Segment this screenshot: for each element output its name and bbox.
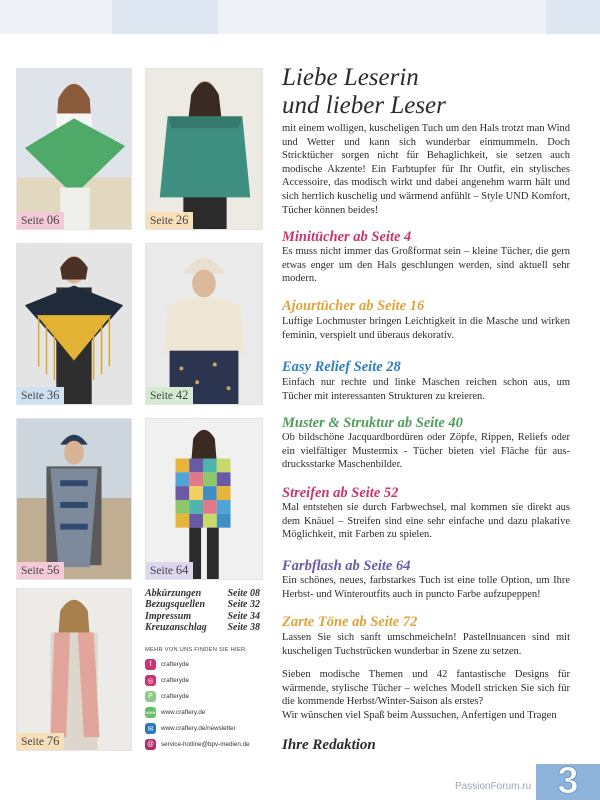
social-item-pinterest[interactable] xyxy=(145,691,275,702)
index-row[interactable] xyxy=(145,588,260,599)
page-tag xyxy=(17,733,64,750)
email-icon: @ xyxy=(146,741,155,748)
social-text: crafteryde xyxy=(161,661,189,668)
page-tag xyxy=(17,212,64,229)
page-tag-label: Seite xyxy=(21,390,44,402)
model-illustration xyxy=(17,419,131,579)
page-number: 3 xyxy=(557,760,579,802)
intro-text: mit einem wolligen, kuscheligen Tuch um den Hals trotzt man Wind und Wetter und kann sich wunderbar einmummeln. Doch Stricktücher sorgen nicht für Behaglichkeit, sie setzen auch modische Akzente! Ein Farbtupfer für Ihr Outfit, ein stylisches Accessoire, das modisch wirkt und dabei angenehm warm hält und sich herrlich kuschelig und wärmend anfühlt – Style UND Komfort, Tücher können beides! xyxy=(282,123,570,216)
page-tag xyxy=(146,212,193,229)
section-heading: Ajourtücher ab Seite 16 xyxy=(282,298,425,314)
page-tag-label: Seite xyxy=(150,565,173,577)
page-tag-label: Seite xyxy=(21,565,44,577)
page-tag-number: 26 xyxy=(175,213,189,227)
instagram-icon: ◎ xyxy=(145,675,156,686)
photo-seite-36 xyxy=(16,243,132,405)
index-name: Impressum xyxy=(145,610,192,622)
photo-seite-06 xyxy=(16,68,132,230)
photo-seite-56 xyxy=(16,418,132,580)
index-list xyxy=(145,588,260,634)
model-illustration xyxy=(146,69,262,229)
index-row[interactable] xyxy=(145,599,260,610)
social-item-facebook[interactable] xyxy=(145,659,275,670)
photo-seite-26 xyxy=(145,68,263,230)
page-tag-number: 56 xyxy=(46,563,60,577)
section-text: Ein schönes, neues, farbstarkes Tuch ist eine tolle Option, um Ihre Herbst- und Winteroutfits auch in puncto Farbe aufzupeppen! xyxy=(282,575,570,600)
page-tag-number: 36 xyxy=(46,388,60,402)
page-tag xyxy=(17,387,64,404)
top-band-tab xyxy=(112,0,218,34)
photo-seite-76 xyxy=(16,588,132,751)
photo-seite-64 xyxy=(145,418,263,580)
page-tag-number: 42 xyxy=(175,388,189,402)
facebook-icon: f xyxy=(145,659,156,670)
section-heading: Minitücher ab Seite 4 xyxy=(282,229,412,245)
watermark: PassionForum.ru xyxy=(455,781,532,792)
model-illustration xyxy=(17,589,131,750)
page-tag-number: 64 xyxy=(175,563,189,577)
index-row[interactable] xyxy=(145,622,260,633)
section-text: Lassen Sie sich sanft umschmeicheln! Pastellnuancen sind mit kuscheligen Tuchstrücken wunderbar in Szene zu setzen. xyxy=(282,632,570,657)
social-item-email[interactable] xyxy=(145,739,275,750)
section-text: Es muss nicht immer das Großformat sein – kleine Tücher, die gern etwas enger um den Hals geschlungen werden, sind aktuell sehr modern. xyxy=(282,246,570,285)
section-text: Ob bildschöne Jacquardbordüren oder Zöpfe, Rippen, Reliefs oder ein vielfältiger Mustermix - Tücher bieten viel Fläche für ausdrucksstarke Maschenbilder. xyxy=(282,432,570,471)
title-line-2: und lieber Leser xyxy=(282,92,446,119)
index-name: Kreuzanschlag xyxy=(145,622,207,634)
model-illustration xyxy=(146,419,262,579)
page-number-badge xyxy=(536,760,600,802)
page-tag xyxy=(17,562,64,579)
page-tag-label: Seite xyxy=(21,215,44,227)
model-illustration xyxy=(17,69,131,229)
page-tag-label: Seite xyxy=(150,390,173,402)
social-item-newsletter[interactable] xyxy=(145,723,275,734)
section-heading: Farbflash ab Seite 64 xyxy=(282,558,411,574)
top-band-tab xyxy=(546,0,600,34)
signature: Ihre Redaktion xyxy=(282,737,376,753)
section-heading: Easy Relief Seite 28 xyxy=(282,359,401,375)
model-illustration xyxy=(146,244,262,404)
top-band xyxy=(0,0,600,34)
social-item-instagram[interactable] xyxy=(145,675,275,686)
social-item-website[interactable] xyxy=(145,707,275,718)
photo-seite-42 xyxy=(145,243,263,405)
closing-text-2: Wir wünschen viel Spaß beim Aussuchen, Anfertigen und Tragen xyxy=(282,710,557,721)
page-tag-number: 76 xyxy=(46,734,60,748)
web-icon: www xyxy=(145,707,156,718)
index-page: Seite 34 xyxy=(227,610,260,622)
model-illustration xyxy=(17,244,131,404)
page-tag-label: Seite xyxy=(150,215,173,227)
section-heading: Zarte Töne ab Seite 72 xyxy=(282,614,418,630)
social-text: crafteryde xyxy=(161,693,189,700)
section-heading: Muster & Struktur ab Seite 40 xyxy=(282,415,463,431)
index-name: Abkürzungen xyxy=(145,588,202,599)
newsletter-icon: ✉ xyxy=(145,723,156,734)
page-tag-label: Seite xyxy=(21,736,44,748)
social-text: www.craftery.de/newsletter xyxy=(161,725,236,732)
page-tag xyxy=(146,387,193,404)
page-title xyxy=(282,64,582,120)
index-page: Seite 08 xyxy=(227,588,260,599)
page-tag xyxy=(146,562,193,579)
section-text: Mal entstehen sie durch Farbwechsel, mal kommen sie direkt aus dem Knäuel – Streifen sind eine sehr einfache und dazu plakative Möglichkeit, mit Farben zu spielen. xyxy=(282,502,570,541)
title-line-1: Liebe Leserin xyxy=(282,64,419,91)
social-text: service-hotline@bpv-medien.de xyxy=(161,741,250,748)
closing-text: Sieben modische Themen und 42 fantastische Designs für wärmende, stylische Tücher – welches Modell stricken Sie sich für die kommende Herbst/Winter-Saison als erstes? xyxy=(282,669,570,708)
section-text: Einfach nur rechte und linke Maschen reichen schon aus, um Tücher mit interessanten Strukturen zu kreieren. xyxy=(282,377,570,402)
page-tag-number: 06 xyxy=(46,213,60,227)
pinterest-icon: P xyxy=(145,691,156,702)
social-heading: MEHR VON UNS FINDEN SIE HIER: xyxy=(145,647,248,653)
section-text: Luftige Lochmuster bringen Leichtigkeit in die Masche und wirken feminin, verspielt und überaus dekorativ. xyxy=(282,316,570,341)
social-text: www.craftery.de xyxy=(161,709,206,716)
social-text: crafteryde xyxy=(161,677,189,684)
section-heading: Streifen ab Seite 52 xyxy=(282,485,399,501)
index-row[interactable] xyxy=(145,611,260,622)
index-page: Seite 32 xyxy=(227,599,260,611)
index-name: Bezugsquellen xyxy=(145,599,206,611)
index-page: Seite 38 xyxy=(227,622,260,634)
